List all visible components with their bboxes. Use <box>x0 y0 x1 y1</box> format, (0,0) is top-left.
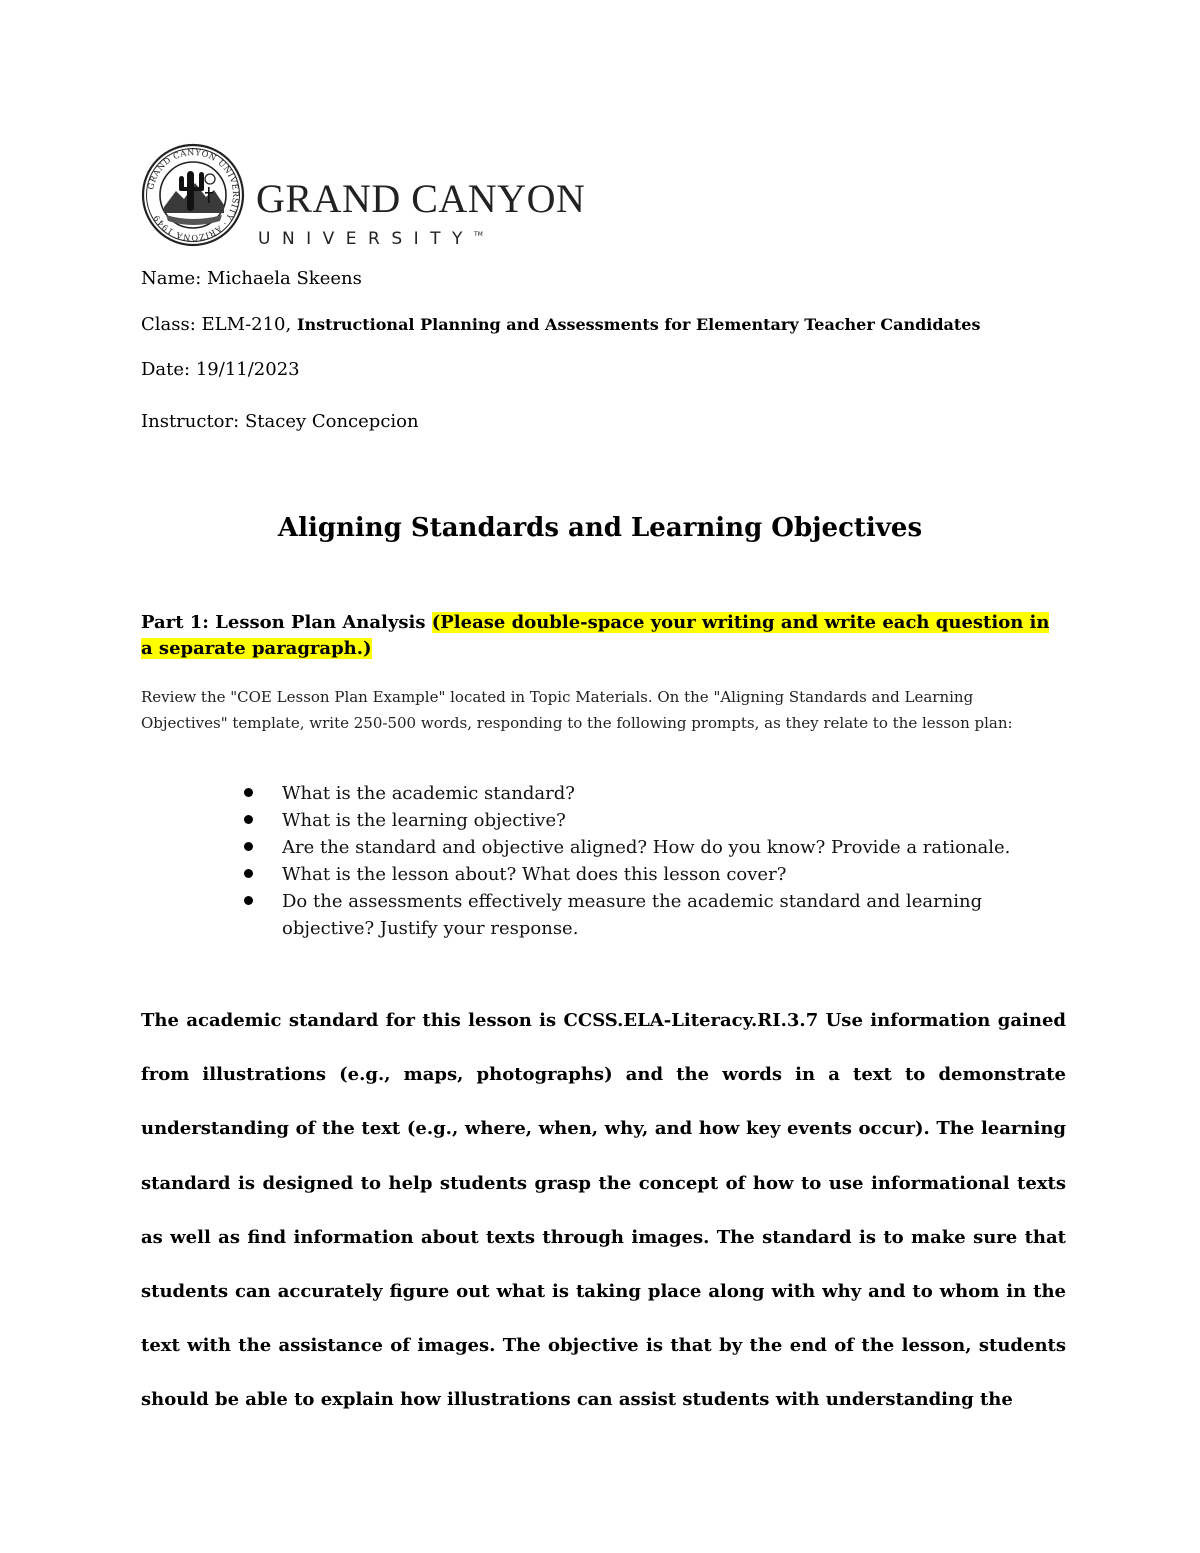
bullet-icon <box>244 815 253 824</box>
list-item: What is the learning objective? <box>244 807 1044 834</box>
essay-paragraph: The academic standard for this lesson is CCSS.ELA-Literacy.RI.3.7 Use information gained from illustrations (e.g., maps, photographs) and the words in a text to demonstrate understanding of the text (e.g., where, when, why, and how key events occur). The learning standard is designed to help students grasp the concept of how to use informational texts as well as find information about texts through images. The standard is to make sure that students can accurately figure out what is taking place along with why and to whom in the text with the assistance of images. The objective is that by the end of the lesson, students should be able to explain how illustrations can assist students with understanding the <box>141 1010 1066 1411</box>
svg-text:GRAND CANYON UNIVERSITY · ARIZ: GRAND CANYON UNIVERSITY · ARIZONA 1949 <box>145 146 242 244</box>
list-item: Do the assessments effectively measure the academic standard and learning objective? Justify your response. <box>244 888 1044 942</box>
class-code: ELM-210, <box>201 314 292 335</box>
name-label: Name: <box>141 268 202 289</box>
trademark-icon: TM <box>473 231 483 238</box>
bullet-icon <box>244 842 253 851</box>
bullet-icon <box>244 869 253 878</box>
part1-heading <box>141 610 1061 662</box>
class-title: Instructional Planning and Assessments for Elementary Teacher Candidates <box>296 315 981 334</box>
instructor-label: Instructor: <box>141 411 240 432</box>
list-item: Are the standard and objective aligned? How do you know? Provide a rationale. <box>244 834 1044 861</box>
date-label: Date: <box>141 359 191 380</box>
logo-wordmark: GRAND CANYON <box>256 176 586 221</box>
date-value: 19/11/2023 <box>195 359 300 380</box>
date-line <box>141 358 300 382</box>
document-title: Aligning Standards and Learning Objectives <box>277 513 923 543</box>
logo-subword: UNIVERSITY™ <box>258 229 483 249</box>
university-seal-icon <box>140 143 246 247</box>
list-item: What is the academic standard? <box>244 780 1044 807</box>
prompt-list <box>244 780 1044 942</box>
instructions-paragraph: Review the "COE Lesson Plan Example" located in Topic Materials. On the "Aligning Standards and Learning Objectives" template, write 250-500 words, responding to the following prompts, as they relate to the lesson plan: <box>141 688 1013 732</box>
instructor-value: Stacey Concepcion <box>244 411 419 432</box>
name-line <box>141 267 362 291</box>
list-item: What is the lesson about? What does this lesson cover? <box>244 861 1044 888</box>
bullet-icon <box>244 788 253 797</box>
university-logo <box>140 143 620 248</box>
bullet-icon <box>244 896 253 905</box>
class-line <box>141 313 981 337</box>
class-label: Class: <box>141 314 196 335</box>
name-value: Michaela Skeens <box>207 268 362 289</box>
part1-heading-text: Part 1: Lesson Plan Analysis <box>141 612 426 633</box>
part1-highlight-note: (Please double-space your writing and write each question in a separate paragraph.) <box>141 612 1050 659</box>
instructor-line <box>141 410 419 434</box>
